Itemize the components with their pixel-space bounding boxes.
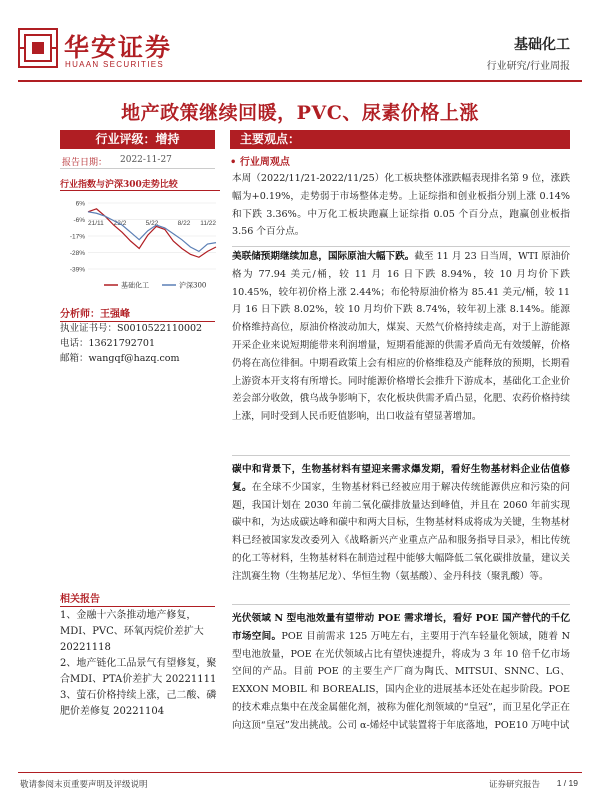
- footer-report-type: 证券研究报告: [488, 780, 540, 790]
- paragraph-oil-body: 截至 11 月 23 日当周，WTI 原油价格为 77.94 美元/桶，较 11 月 16 日下跌 8.94%，较 10 月均价下跌 10.45%，较年初价格上涨 2.44%；布伦特原油价格为 85.41 美元/桶，较 11 月 16 日下跌 8.02%，较 10 月均价下跌 8.74%，较年初上涨 8.14%。能源价格维持高位，原油价格波动加大，煤炭、天然气价格持续走高，对于上游能源开采企业来说短期能带来利润增量，短期看能源的供需矛盾尚无有效缓解，价格仍将在高位徘徊。中期看政策上会有相应的价格维稳及产能释放的预期，长期看上游资本开支将有所增长。同时能源价格增长会推升下游成本，基础化工企业价差会部分收敛，俄乌战争影响下，农化板块供需矛盾凸显，化肥、农药价格持续上涨，同时受到人民币贬值影响，出口收益有望显著增加。: [232, 251, 571, 423]
- company-logo: [18, 28, 178, 72]
- index-comparison-chart: [60, 190, 220, 300]
- legend-label: 基础化工: [121, 281, 149, 290]
- y-tick-label: -39%: [69, 266, 85, 274]
- header-divider: [18, 80, 582, 82]
- paragraph-biomaterials-body: 在全球不少国家，生物基材料已经被应用于解决传统能源供应和污染的问题，我国计划在 2030 年前二氧化碳排放量达到峰值，并且在 2060 年前实现碳中和，为达成碳达峰和碳中和两大目标，生物基材料成将成为关键，生物基材料已经被国家发改委列入《战略新兴产业重点产品和服务指导目录》，相比传统的化工等材料，生物基材料在制造过程中能够大幅降低二氧化碳排放量，建议关注凯赛生物（生物基尼龙）、华恒生物（氨基酸）、金丹科技（聚乳酸）等。: [232, 481, 571, 582]
- footer-divider: [18, 772, 582, 773]
- report-date-value: 2022-11-27: [120, 155, 172, 165]
- analyst-info: [60, 321, 220, 366]
- related-report-item[interactable]: 2、地产链化工品景气有望修复，聚合MDI、PTA价差扩大 20221111: [60, 658, 217, 685]
- report-date-label: 报告日期：: [62, 158, 108, 168]
- paragraph-poe-body: POE 目前需求 125 万吨左右，主要用于汽车轻量化领域，随着 N 型电池放量，POE 在光伏领域占比有望快速提升，将成为 3 年 10 倍千亿市场空间的产品。目前 POE 的主要生产厂商为陶氏、MITSUI、SNNC、LG、EXXON MOBIL 和 BOREALIS，国内企业的进展基本还处在起步阶段。POE 的技术难点集中在茂金属催化剂，被称为催化剂领域的“皇冠”，而卫星化学正在向这顶“皇冠”发出挑战。公司 α-烯烃中试装置将于年底落地，POE10 万吨中试: [232, 630, 571, 731]
- section-divider: [232, 604, 570, 605]
- related-reports-list: [60, 608, 220, 720]
- industry-rating: 行业评级：增持: [60, 130, 215, 149]
- paragraph-weekly-performance: 本周（2022/11/21-2022/11/25）化工板块整体涨跌幅表现排名第 9 位，涨跌幅为+0.19%，走势弱于市场整体走势。上证综指和创业板指分别上涨 0.14%和下跌 3.36%。中万化工板块跑赢上证综指 0.05 个百分点，跑赢创业板指 3.56 个百分点。: [232, 173, 570, 238]
- report-title: 地产政策继续回暖，PVC、尿素价格上涨: [121, 102, 479, 124]
- page-number: 1 / 19: [556, 778, 578, 788]
- logo-name-en: HUAAN SECURITIES: [65, 60, 165, 69]
- chart-title: 行业指数与沪深300走势比较: [60, 180, 178, 190]
- paragraph-oil-lead: 美联储预期继续加息，国际原油大幅下跌。: [232, 251, 415, 262]
- paragraph-biomaterials: [232, 461, 570, 586]
- related-report-item[interactable]: 3、萤石价格持续上涨，己二酸、磷肥价差修复 20221104: [60, 690, 217, 717]
- footer-disclaimer[interactable]: 敬请参阅末页重要声明及评级说明: [20, 780, 148, 790]
- section-divider: [232, 455, 570, 456]
- weekly-view-heading: • 行业周观点: [230, 157, 290, 168]
- analyst-heading: 分析师：王强峰: [60, 305, 215, 322]
- x-tick-label: 8/22: [177, 220, 191, 227]
- logo-mark-icon: [18, 28, 58, 68]
- y-tick-label: -17%: [69, 233, 85, 241]
- sector-label: 基础化工: [514, 37, 570, 53]
- chart-svg: [60, 191, 220, 301]
- x-tick-label: 5/22: [145, 220, 159, 227]
- y-tick-label: -28%: [69, 250, 85, 257]
- related-report-item[interactable]: 1、金融十六条推动地产修复，MDI、PVC、环氧丙烷价差扩大 20221118: [60, 610, 204, 653]
- logo-name-cn: 华安证券: [64, 33, 173, 62]
- paragraph-oil: [232, 248, 570, 426]
- paragraph-poe-lead: 光伏领域 N 型电池效量有望带动 POE 需求增长，看好 POE 国产替代的千亿市场空间。: [232, 613, 570, 642]
- y-tick-label: 6%: [75, 200, 85, 208]
- x-tick-label: 21/11: [88, 220, 104, 227]
- license-number: 执业证书号：S0010522110002: [60, 323, 203, 334]
- analyst-phone: 电话：13621792701: [60, 338, 155, 349]
- x-tick-label: 11/22: [200, 220, 216, 227]
- report-date-row: [60, 153, 215, 169]
- legend-label: 沪深300: [179, 281, 207, 290]
- paragraph-biomaterials-lead: 碳中和背景下，生物基材料有望迎来需求爆发期，看好生物基材料企业估值修复。: [232, 464, 570, 493]
- related-reports-heading: 相关报告: [60, 590, 215, 607]
- y-tick-label: -6%: [73, 217, 85, 224]
- paragraph-poe: [232, 610, 570, 735]
- x-tick-label: 22/2: [113, 220, 127, 227]
- main-points-heading: 主要观点：: [230, 130, 570, 149]
- report-type-label: 行业研究/行业周报: [486, 61, 570, 72]
- analyst-email[interactable]: 邮箱：wangqf@hazq.com: [60, 353, 180, 364]
- section-divider: [232, 246, 570, 247]
